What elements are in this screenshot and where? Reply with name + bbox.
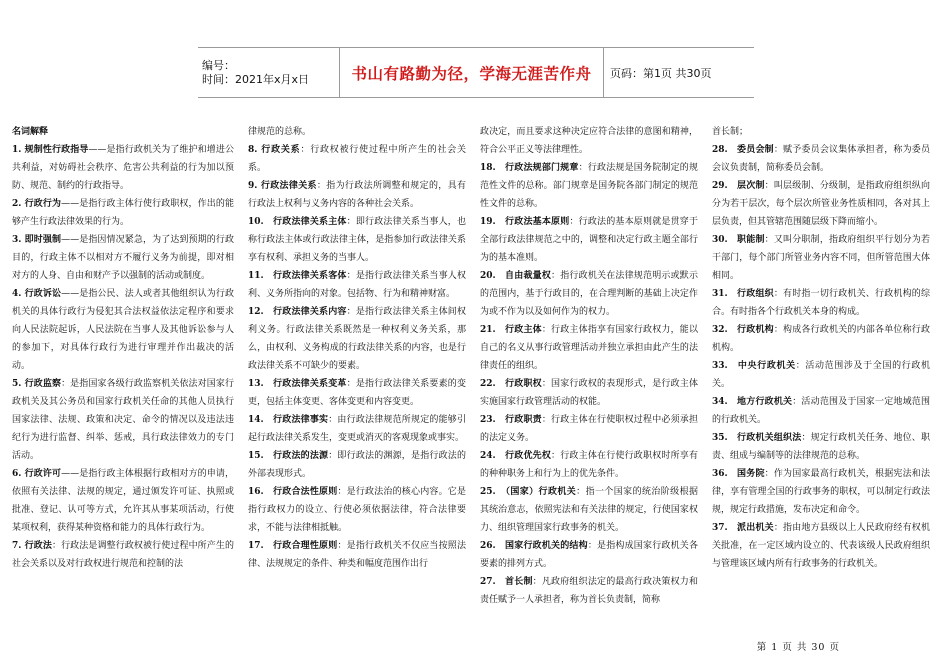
definition-text: ：行政主体在行使职权过程中必须承担的法定义务。 bbox=[480, 415, 698, 443]
definition-term: 36. 国务院 bbox=[712, 469, 765, 479]
definition-term: 25. （国家）行政机关 bbox=[480, 487, 577, 497]
definition-term: 28. 委员会制 bbox=[712, 145, 774, 155]
definition-term: 33. 中央行政机关 bbox=[712, 361, 796, 371]
definition-term: 34. 地方行政机关 bbox=[712, 397, 793, 407]
definition-entry bbox=[12, 141, 234, 195]
definition-text: ——是指行政机关为了维护和增进公共利益，对妨碍社会秩序、危害公共利益的行为加以预防、规范、制约的行政指导。 bbox=[12, 145, 234, 191]
header-meta bbox=[198, 48, 340, 97]
header-motto: 书山有路勤为径，学海无涯苦作舟 bbox=[351, 64, 592, 83]
definition-text: 政决定，而且要求这种决定应符合法律的意图和精神，符合公平正义等法律理性。 bbox=[480, 127, 698, 155]
definition-text: ：又叫分职制，指政府组织平行划分为若干部门，每个部门所管业务内容不同，但所管范围大体相同。 bbox=[712, 235, 930, 281]
definition-entry bbox=[480, 321, 698, 375]
definition-entry bbox=[712, 465, 930, 519]
definition-entry bbox=[712, 231, 930, 285]
definition-term: 2. 行政行为 bbox=[12, 199, 62, 209]
definition-entry bbox=[480, 267, 698, 321]
definition-text: ：活动范围涉及于全国的行政机关。 bbox=[712, 361, 930, 389]
definition-entry bbox=[12, 375, 234, 465]
definition-term: 32. 行政机构 bbox=[712, 325, 774, 335]
definition-term: 7. 行政法 bbox=[12, 541, 52, 551]
definition-entry bbox=[480, 159, 698, 213]
definition-text: ：凡政府组织法定的最高行政决策权力和责任赋予一人承担者，称为首长负责制，简称 bbox=[480, 577, 698, 605]
definition-term: 4. 行政诉讼 bbox=[12, 289, 62, 299]
definition-text: 律规范的总称。 bbox=[248, 127, 312, 137]
definition-text: ——是指公民、法人或者其他组织认为行政机关的具体行政行为侵犯其合法权益依法定程序和要求向人民法院起诉，人民法院在当事人及其他诉讼参与人的参加下，对具体行政行为进行审理并作出裁决的活动。 bbox=[12, 289, 234, 371]
definition-entry bbox=[12, 537, 234, 573]
definition-term: 30. 职能制 bbox=[712, 235, 765, 245]
header-motto-cell bbox=[340, 48, 604, 97]
header-page-cell bbox=[604, 48, 754, 97]
definition-term: 8. 行政关系 bbox=[248, 145, 301, 155]
definition-entry bbox=[480, 537, 698, 573]
definition-text: ——是指行政主体行使行政职权，作出的能够产生行政法律效果的行为。 bbox=[12, 199, 234, 227]
definition-text: ：叫层级制、分级制，是指政府组织纵向分为若干层次，每个层次所管业务性质相同，各对其上层负责，但其管辖范围随层级下降而缩小。 bbox=[712, 181, 930, 227]
definition-entry bbox=[712, 519, 930, 573]
definition-text: ：是指行政法律关系主体间权利义务。行政法律关系既然是一种权利义务关系，那么，由权利、义务构成的行政法律关系的内容，也是行政法律关系不可缺少的要素。 bbox=[248, 307, 466, 371]
definition-entry bbox=[480, 123, 698, 159]
definition-entry bbox=[712, 393, 930, 429]
definition-entry bbox=[480, 447, 698, 483]
definition-entry bbox=[248, 537, 466, 573]
definition-entry bbox=[12, 285, 234, 375]
definition-term: 6. 行政许可 bbox=[12, 469, 62, 479]
definition-text: ：即行政法律关系当事人，也称行政法主体或行政法律主体，是指参加行政法律关系享有权利、承担义务的当事人。 bbox=[248, 217, 466, 263]
definition-term: 10. 行政法律关系主体 bbox=[248, 217, 347, 227]
definition-term: 9. 行政法律关系 bbox=[248, 181, 317, 191]
definition-term: 21. 行政主体 bbox=[480, 325, 542, 335]
definition-text: ：由行政法律规范所规定的能够引起行政法律关系发生，变更或消灭的客观现象或事实。 bbox=[248, 415, 466, 443]
definition-term: 12. 行政法律关系内容 bbox=[248, 307, 347, 317]
definition-text: ：行政权被行使过程中所产生的社会关系。 bbox=[248, 145, 466, 173]
definition-term: 14. 行政法律事实 bbox=[248, 415, 329, 425]
body-columns bbox=[12, 123, 940, 633]
definition-term: 27. 首长制 bbox=[480, 577, 533, 587]
definition-text: ：是指行政法律关系要素的变更，包括主体变更、客体变更和内容变更。 bbox=[248, 379, 466, 407]
page-footer: 第 1 页 共 30 页 bbox=[756, 642, 840, 653]
definition-term: 19. 行政法基本原则 bbox=[480, 217, 570, 227]
definition-text: ：是指行政机关不仅应当按照法律、法规规定的条件、种类和幅度范围作出行 bbox=[248, 541, 466, 569]
definition-term: 16. 行政合法性原则 bbox=[248, 487, 338, 497]
definition-entry bbox=[248, 483, 466, 537]
definition-entry bbox=[248, 411, 466, 447]
section-title: 名词解释 bbox=[12, 127, 49, 137]
column-3 bbox=[476, 123, 708, 633]
definition-entry bbox=[480, 411, 698, 447]
definition-term: 3. 即时强制 bbox=[12, 235, 62, 245]
definition-text: ：行政法是调整行政权被行使过程中所产生的社会关系以及对行政权进行规范和控制的法 bbox=[12, 541, 234, 569]
definition-entry bbox=[712, 123, 930, 141]
definition-text: ：是指行政法律关系当事人权利、义务所指向的对象。包括物、行为和精神财富。 bbox=[248, 271, 466, 299]
definition-text: ：行政法规是国务院制定的规范性文件的总称。部门规章是国务院各部门制定的规范性文件的总称。 bbox=[480, 163, 698, 209]
definition-text: ：指由地方县级以上人民政府经有权机关批准，在一定区域内设立的、代表该级人民政府组织与管理该区域内所有行政事务的行政机关。 bbox=[712, 523, 930, 569]
definition-term: 23. 行政职责 bbox=[480, 415, 542, 425]
definition-entry bbox=[712, 357, 930, 393]
definition-text: ：赋予委员会议集体承担者，称为委员会议负责制，简称委员会制。 bbox=[712, 145, 930, 173]
column-2 bbox=[244, 123, 476, 633]
definition-term: 17. 行政合理性原则 bbox=[248, 541, 338, 551]
definition-term: 13. 行政法律关系变革 bbox=[248, 379, 347, 389]
definition-entry bbox=[248, 213, 466, 267]
column-1 bbox=[12, 123, 244, 633]
definition-term: 11. 行政法律关系客体 bbox=[248, 271, 347, 281]
definition-term: 35. 行政机关组织法 bbox=[712, 433, 802, 443]
definition-term: 5. 行政监察 bbox=[12, 379, 62, 389]
definition-term: 15. 行政法的法源 bbox=[248, 451, 329, 461]
definition-term: 20. 自由裁量权 bbox=[480, 271, 552, 281]
definition-entry bbox=[480, 213, 698, 267]
definition-term: 22. 行政职权 bbox=[480, 379, 542, 389]
definition-entry bbox=[248, 123, 466, 141]
definition-entry bbox=[480, 375, 698, 411]
page-header bbox=[198, 47, 754, 98]
definition-entry bbox=[248, 141, 466, 177]
definition-text: ：即行政法的渊源，是指行政法的外部表现形式。 bbox=[248, 451, 466, 479]
definition-text: ：活动范围及于国家一定地域范围的行政机关。 bbox=[712, 397, 930, 425]
definition-entry bbox=[12, 231, 234, 285]
definition-entry bbox=[248, 177, 466, 213]
definition-entry bbox=[248, 375, 466, 411]
definition-text: ——是指因情况紧急，为了达到预期的行政目的，行政主体不以相对方不履行义务为前提，即对相对方的人身、自由和财产予以强制的活动或制度。 bbox=[12, 235, 234, 281]
definition-text: ：有时指一切行政机关、行政机构的综合。有时指各个行政机关本身的构成。 bbox=[712, 289, 930, 317]
definition-text: ：指一个国家的统治阶级根据其统治意志，依照宪法和有关法律的规定，行使国家权力、组织管理国家行政事务的机关。 bbox=[480, 487, 698, 533]
definition-term: 18. 行政法规部门规章 bbox=[480, 163, 579, 173]
definition-text: ：行政法的基本原则就是贯穿于全部行政法律规范之中的，调整和决定行政主题全部行为的基本准则。 bbox=[480, 217, 698, 263]
definition-entry bbox=[712, 177, 930, 231]
definition-term: 1. 规制性行政指导 bbox=[12, 145, 89, 155]
definition-text: ：国家行政权的表现形式，是行政主体实施国家行政管理活动的权能。 bbox=[480, 379, 698, 407]
definition-term: 31. 行政组织 bbox=[712, 289, 774, 299]
definition-text: ：是行政法治的核心内容。它是指行政权力的设立、行使必须依据法律，符合法律要求，不能与法律相抵触。 bbox=[248, 487, 466, 533]
definition-entry bbox=[248, 447, 466, 483]
definition-term: 26. 国家行政机关的结构 bbox=[480, 541, 588, 551]
definition-text: ：构成各行政机关的内部各单位称行政机构。 bbox=[712, 325, 930, 353]
definition-text: ：作为国家最高行政机关，根据宪法和法律，享有管理全国的行政事务的职权，可以制定行政法规，规定行政措施，发布决定和命令。 bbox=[712, 469, 930, 515]
definition-text: 首长制； bbox=[712, 127, 749, 137]
header-number: 编号： bbox=[202, 58, 235, 72]
definition-entry bbox=[480, 573, 698, 609]
header-time: 时间：2021年x月x日 bbox=[202, 72, 310, 86]
definition-text: ：是指国家各级行政监察机关依法对国家行政机关及其公务员和国家行政机关任命的其他人员执行国家法律、法规、政策和决定、命令的情况以及违法违纪行为进行监督、纠举、惩戒，具行政法律效力的专门活动。 bbox=[12, 379, 234, 461]
column-4 bbox=[708, 123, 940, 633]
definition-entry bbox=[248, 303, 466, 375]
definition-entry bbox=[12, 465, 234, 537]
definition-entry bbox=[712, 429, 930, 465]
definition-text: ：行政主体指享有国家行政权力，能以自己的名义从事行政管理活动并独立承担由此产生的法律责任的组织。 bbox=[480, 325, 698, 371]
definition-entry bbox=[12, 195, 234, 231]
definition-term: 37. 派出机关 bbox=[712, 523, 774, 533]
definition-entry bbox=[248, 267, 466, 303]
definition-term: 29. 层次制 bbox=[712, 181, 765, 191]
definition-entry bbox=[712, 285, 930, 321]
definition-text: ——是指行政主体根据行政相对方的申请，依照有关法律、法规的规定，通过颁发许可证、执照或批准、登记、认可等方式，允许其从事某项活动，行使某项权利，获得某种资格和能力的具体行政行为。 bbox=[12, 469, 234, 533]
definition-entry bbox=[712, 321, 930, 357]
definition-entry bbox=[712, 141, 930, 177]
definition-term: 24. 行政优先权 bbox=[480, 451, 552, 461]
definition-entry bbox=[480, 483, 698, 537]
definition-text: ：是指构成国家行政机关各要素的排列方式。 bbox=[480, 541, 698, 569]
header-page-info: 页码：第1页 共30页 bbox=[610, 66, 712, 80]
definition-text: ：行政主体在行使行政职权时所享有的种种职务上和行为上的优先条件。 bbox=[480, 451, 698, 479]
definition-text: ：规定行政机关任务、地位、职责、组成与编制等的法律规范的总称。 bbox=[712, 433, 930, 461]
definition-text: ：指为行政法所调整和规定的，具有行政法上权利与义务内容的各种社会关系。 bbox=[248, 181, 466, 209]
definition-text: ：指行政机关在法律规范明示或默示的范围内，基于行政目的，在合理判断的基础上决定作为或不作为以及如何作为的权力。 bbox=[480, 271, 698, 317]
